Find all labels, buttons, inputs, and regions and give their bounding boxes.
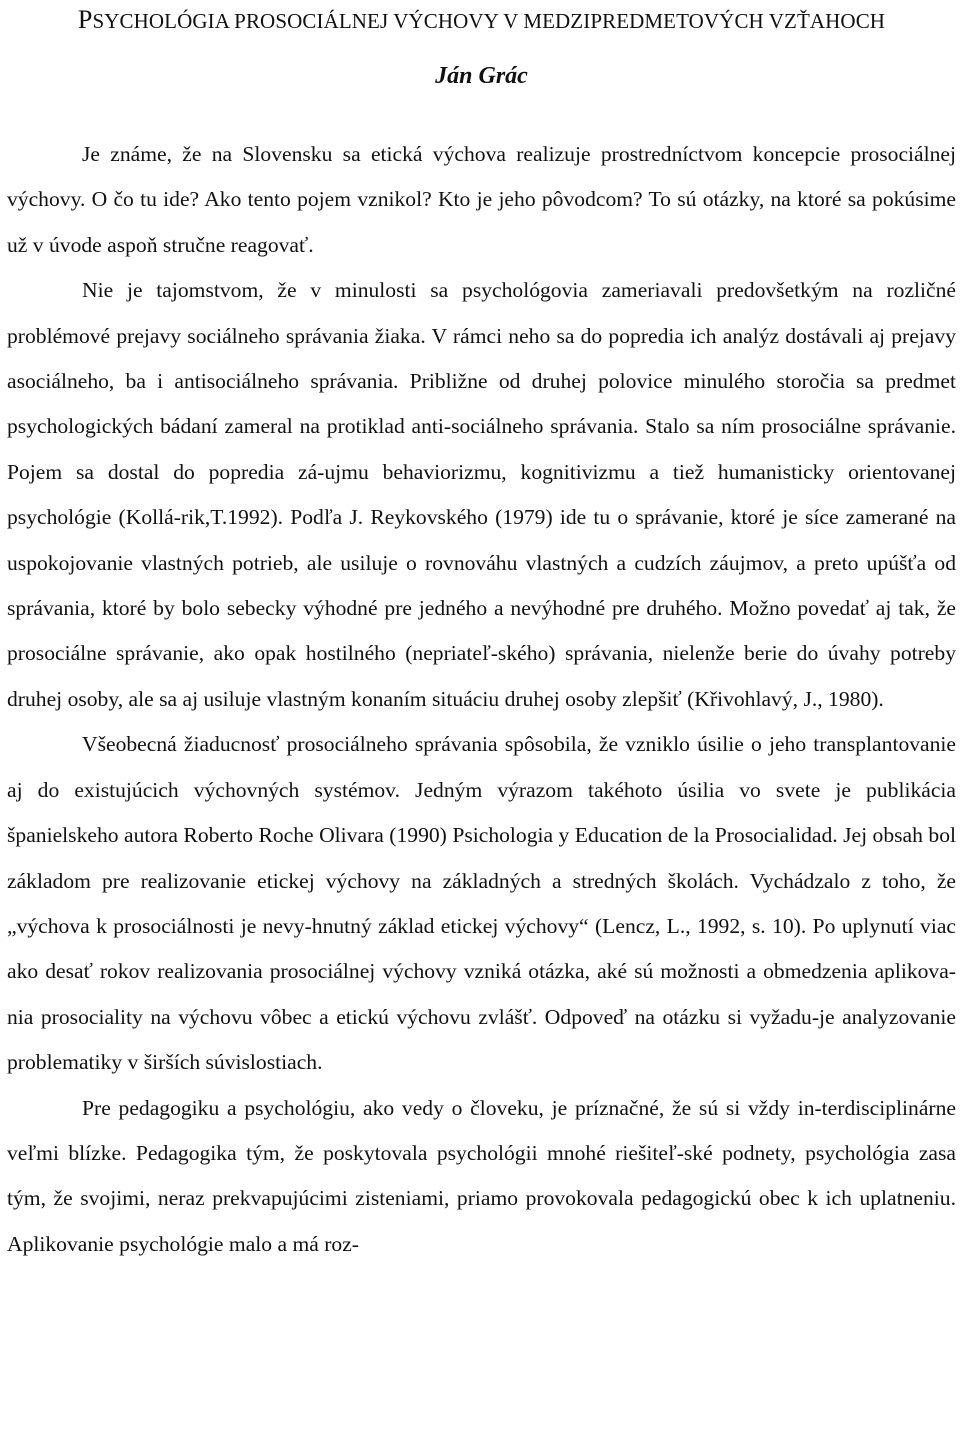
title-initial: P <box>77 5 93 34</box>
author-name: Ján Grác <box>435 63 528 89</box>
paragraph-3: Všeobecná žiaducnosť prosociálneho správania spôsobila, že vzniklo úsilie o jeho transplantovanie aj do existujúcich výchovných systémov. Jedným výrazom takéhoto úsilia vo svete je publikácia španielskeho autora Roberto Roche Olivara (1990) Psichologia y Education de la Prosocialidad. Jej obsah bol základom pre realizovanie etickej výchovy na základných a stredných školách. Vychádzalo z toho, že „výchova k prosociálnosti je nevy-hnutný základ etickej výchovy“ (Lencz, L., 1992, s. 10). Po uplynutí viac ako desať rokov realizovania prosociálnej výchovy vzniká otázka, aké sú možnosti a obmedzenia aplikova-nia prosociality na výchovu vôbec a etickú výchovu zvlášť. Odpoveď na otázku si vyžadu-je analyzovanie problematiky v širších súvislostiach. <box>7 732 956 1075</box>
paragraph-1: Je známe, že na Slovensku sa etická výchova realizuje prostredníctvom koncepcie prosociálnej výchovy. O čo tu ide? Ako tento pojem vznikol? Kto je jeho pôvodcom? To sú otázky, na ktoré sa pokúsime už v úvode aspoň stručne reagovať. <box>7 142 956 257</box>
paragraph-4: Pre pedagogiku a psychológiu, ako vedy o človeku, je príznačné, že sú si vždy in-terdisciplinárne veľmi blízke. Pedagogika tým, že poskytovala psychológii mnohé riešiteľ-ské podnety, psychológia zasa tým, že svojimi, neraz prekvapujúcimi zisteniami, priamo provokovala pedagogickú obec k ich uplatneniu. Aplikovanie psychológie malo a má roz- <box>7 1095 956 1256</box>
document-title <box>7 0 956 39</box>
paragraph-2: Nie je tajomstvom, že v minulosti sa psychológovia zameriavali predovšetkým na rozličné problémové prejavy sociálneho správania žiaka. V rámci neho sa do popredia ich analýz dostávali aj prejavy asociálneho, ba i antisociálneho správania. Približne od druhej polovice minulého storočia sa predmet psychologických bádaní zameral na protiklad anti-sociálneho správania. Stalo sa ním prosociálne správanie. Pojem sa dostal do popredia zá-ujmu behaviorizmu, kognitivizmu a tiež humanisticky orientovanej psychológie (Kollá-rik,T.1992). Podľa J. Reykovského (1979) ide tu o správanie, ktoré je síce zamerané na uspokojovanie vlastných potrieb, ale usiluje o rovnováhu vlastných a cudzích záujmov, a preto upúšťa od správania, ktoré by bolo sebecky výhodné pre jedného a nevýhodné pre druhého. Možno povedať aj tak, že prosociálne správanie, ako opak hostilného (nepriateľ-ského) správania, nielenže berie do úvahy potreby druhej osoby, ale sa aj usiluje vlastným konaním situáciu druhej osoby zlepšiť (Křivohlavý, J., 1980). <box>7 278 956 711</box>
title-rest: SYCHOLÓGIA PROSOCIÁLNEJ VÝCHOVY V MEDZIPREDMETOVÝCH VZŤAHOCH <box>92 9 886 33</box>
document-body <box>7 132 956 1267</box>
